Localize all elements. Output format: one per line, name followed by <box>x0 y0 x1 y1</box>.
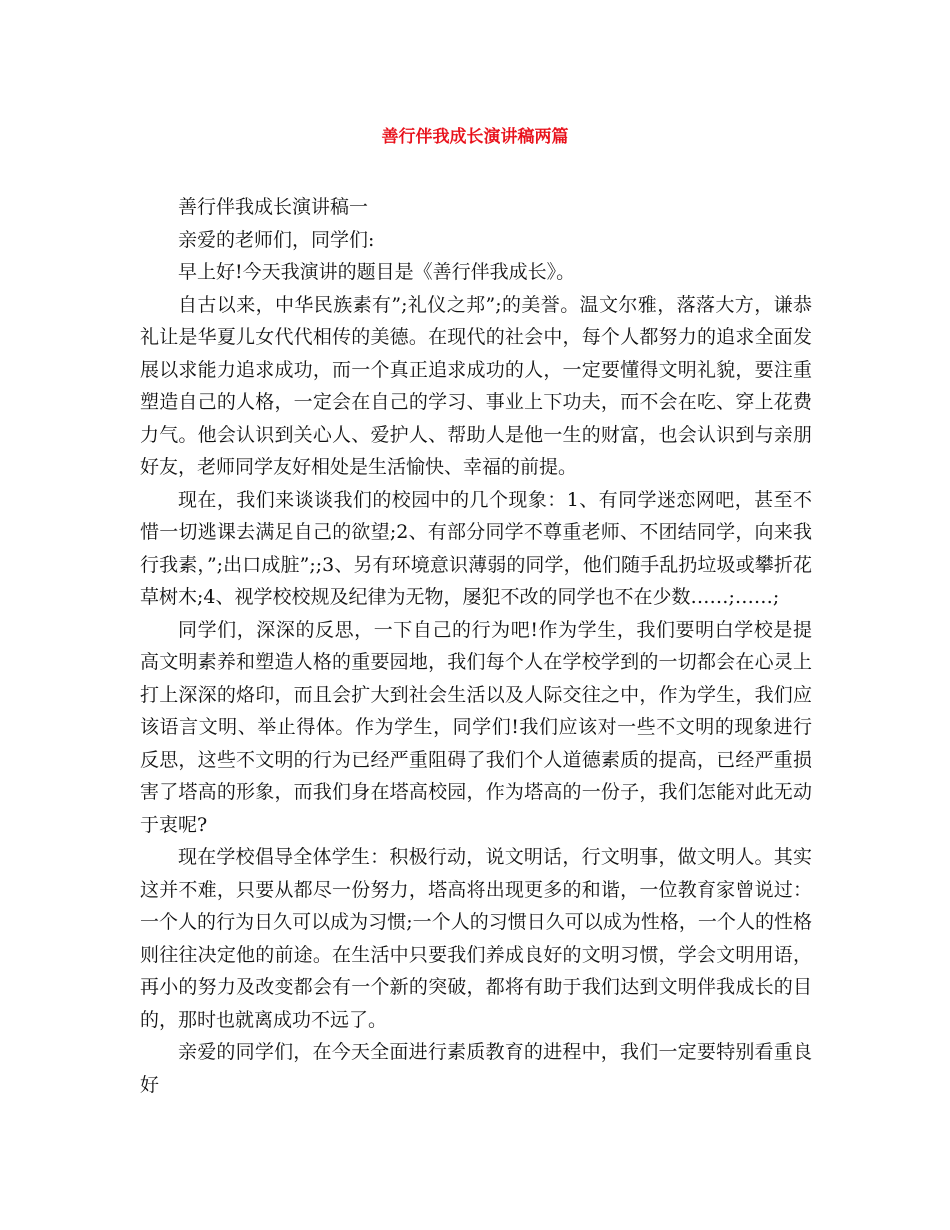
paragraph-salutation: 亲爱的老师们，同学们: <box>178 228 375 251</box>
paragraph-closing: 亲爱的同学们，在今天全面进行素质教育的进程中，我们一定要特别看重良好 <box>140 1041 812 1096</box>
paragraph-subtitle: 善行伴我成长演讲稿一 <box>178 196 369 218</box>
paragraph-school-initiative: 现在学校倡导全体学生：积极行动，说文明话，行文明事，做文明人。其实这并不难，只要从都尽一份努力，塔高将出现更多的和谐，一位教育家曾说过：一个人的行为日久可以成为习惯;一个人的习惯日久可以成为性格，一个人的性格则往往决定他的前途。在生活中只要我们养成良好的文明习惯，学会文明用语，再小的努力及改变都会有一个新的突破，都将有助于我们达到文明伴我成长的目的，那时也就离成功不远了。 <box>140 846 812 1031</box>
paragraph-etiquette: 自古以来，中华民族素有”;礼仪之邦”;的美誉。温文尔雅，落落大方，谦恭礼让是华夏儿女代代相传的美德。在现代的社会中，每个人都努力的追求全面发展以求能力追求成功，而一个真正追求成功的人，一定要懂得文明礼貌，要注重塑造自己的人格，一定会在自己的学习、事业上下功夫，而不会在吃、穿上花费力气。他会认识到关心人、爱护人、帮助人是他一生的财富，也会认识到与亲朋好友，老师同学友好相处是生活愉快、幸福的前提。 <box>140 293 812 478</box>
paragraph-reflection: 同学们，深深的反思，一下自己的行为吧!作为学生，我们要明白学校是提高文明素养和塑造人格的重要园地，我们每个人在学校学到的一切都会在心灵上打上深深的烙印，而且会扩大到社会生活以及人际交往之中，作为学生，我们应该语言文明、举止得体。作为学生，同学们!我们应该对一些不文明的现象进行反思，这些不文明的行为已经严重阻碍了我们个人道德素质的提高，已经严重损害了塔高的形象，而我们身在塔高校园，作为塔高的一份子，我们怎能对此无动于衷呢? <box>140 618 812 836</box>
document-body <box>140 191 812 1101</box>
paragraph-greeting: 早上好!今天我演讲的题目是《善行伴我成长》。 <box>178 261 576 283</box>
document-title: 善行伴我成长演讲稿两篇 <box>381 127 569 147</box>
paragraph-campus-phenomena: 现在，我们来谈谈我们的校园中的几个现象：1、有同学迷恋网吧，甚至不惜一切逃课去满足自己的欲望;2、有部分同学不尊重老师、不团结同学，向来我行我素，”;出口成脏”;;3、另有环境意识薄弱的同学，他们随手乱扔垃圾或攀折花草树木;4、视学校校规及纪律为无物，屡犯不改的同学也不在少数……;……; <box>140 488 812 608</box>
